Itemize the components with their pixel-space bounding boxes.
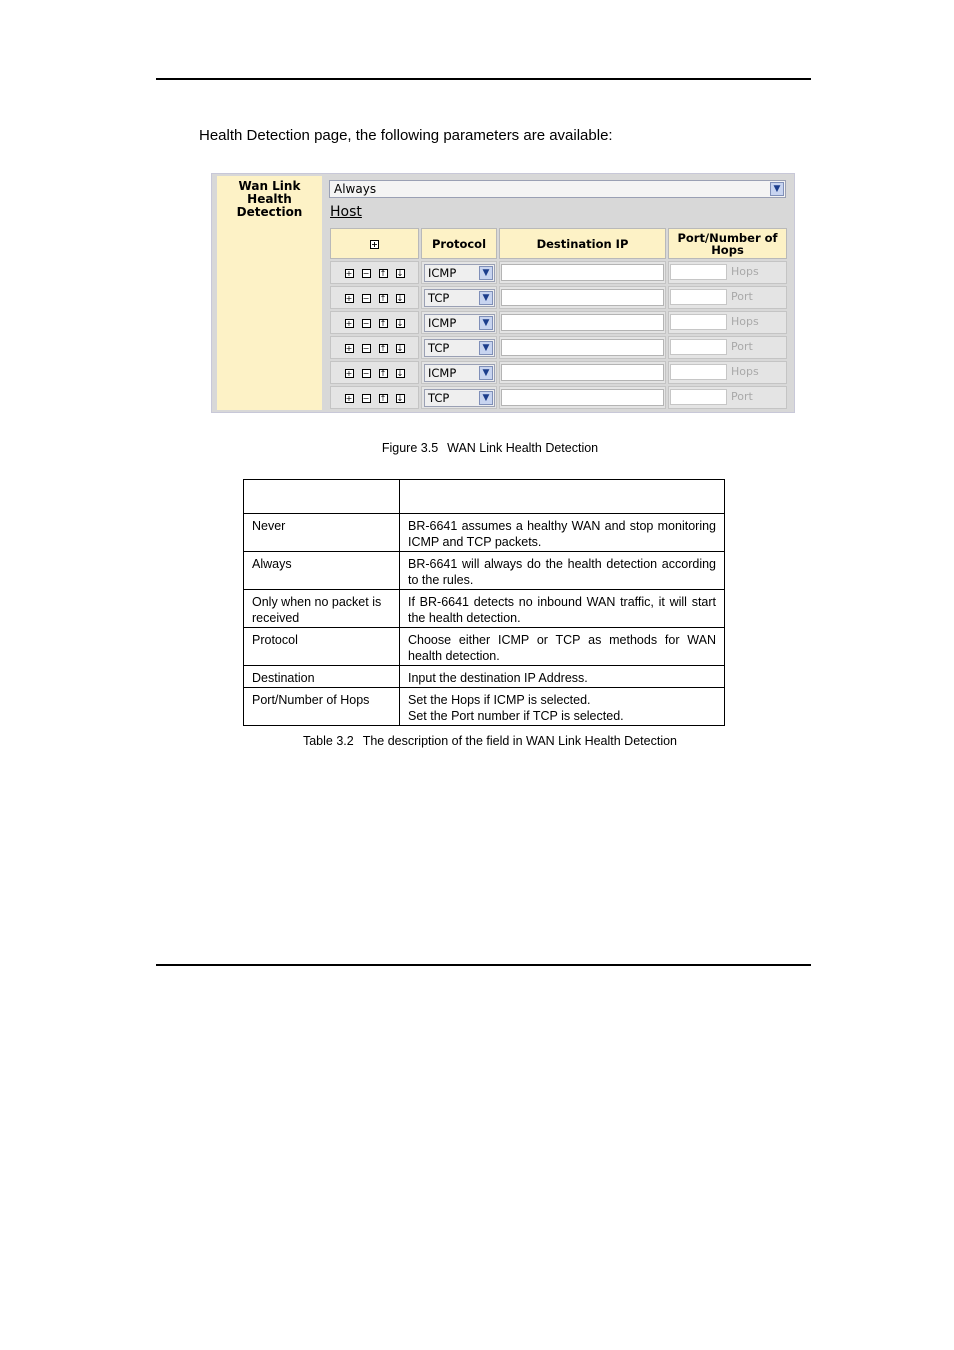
port-hops-hint: Hops bbox=[731, 365, 759, 378]
host-row bbox=[330, 261, 787, 284]
footer-rule bbox=[156, 964, 811, 966]
field-name: Port/Number of Hops bbox=[244, 688, 400, 726]
figure-caption bbox=[0, 441, 954, 455]
row-actions bbox=[330, 386, 419, 409]
port-cell bbox=[668, 261, 787, 284]
chevron-down-icon[interactable]: ▼ bbox=[479, 266, 493, 280]
move-down-icon[interactable]: ↓ bbox=[396, 269, 404, 278]
field-name: Protocol bbox=[244, 628, 400, 666]
port-hops-hint: Hops bbox=[731, 315, 759, 328]
protocol-value: ICMP bbox=[428, 365, 457, 380]
header-cell-description bbox=[400, 480, 725, 514]
move-down-icon[interactable]: ↓ bbox=[396, 394, 404, 403]
field-name: Never bbox=[244, 514, 400, 552]
protocol-select[interactable] bbox=[424, 364, 495, 382]
description-row bbox=[244, 666, 725, 688]
move-up-icon[interactable]: ↑ bbox=[379, 369, 387, 378]
destination-ip-input[interactable] bbox=[501, 389, 664, 406]
protocol-cell bbox=[421, 311, 497, 334]
add-row-header bbox=[330, 228, 419, 259]
description-text: BR-6641 will always do the health detection according to the rules. bbox=[408, 557, 716, 587]
host-row bbox=[330, 311, 787, 334]
move-down-icon[interactable]: ↓ bbox=[396, 344, 404, 353]
port-hops-hint: Port bbox=[731, 340, 753, 353]
port-hops-input[interactable] bbox=[670, 314, 727, 330]
host-label: Host bbox=[330, 204, 362, 220]
protocol-value: ICMP bbox=[428, 315, 457, 330]
description-row bbox=[244, 628, 725, 666]
figure-caption-number: Figure 3.5 bbox=[381, 441, 439, 455]
chevron-down-icon[interactable]: ▼ bbox=[479, 291, 493, 305]
destination-ip-header: Destination IP bbox=[499, 228, 666, 259]
detection-mode-value: Always bbox=[334, 182, 377, 196]
port-hops-input[interactable] bbox=[670, 264, 727, 280]
destination-cell bbox=[499, 286, 666, 309]
remove-icon[interactable]: − bbox=[362, 369, 370, 378]
remove-icon[interactable]: − bbox=[362, 294, 370, 303]
protocol-header: Protocol bbox=[421, 228, 497, 259]
add-icon[interactable]: + bbox=[345, 269, 353, 278]
add-icon[interactable]: + bbox=[345, 344, 353, 353]
host-row bbox=[330, 286, 787, 309]
move-down-icon[interactable]: ↓ bbox=[396, 369, 404, 378]
port-hops-input[interactable] bbox=[670, 364, 727, 380]
port-cell bbox=[668, 361, 787, 384]
move-up-icon[interactable]: ↑ bbox=[379, 319, 387, 328]
destination-cell bbox=[499, 336, 666, 359]
protocol-cell bbox=[421, 386, 497, 409]
field-description bbox=[400, 666, 725, 688]
chevron-down-icon[interactable]: ▼ bbox=[479, 316, 493, 330]
description-table-header bbox=[244, 480, 725, 514]
port-hops-hint: Hops bbox=[731, 265, 759, 278]
move-down-icon[interactable]: ↓ bbox=[396, 319, 404, 328]
port-cell bbox=[668, 386, 787, 409]
figure-right-panel bbox=[325, 176, 793, 410]
host-row bbox=[330, 386, 787, 409]
intro-text: Health Detection page, the following parameters are available: bbox=[199, 127, 613, 144]
destination-cell bbox=[499, 311, 666, 334]
host-row bbox=[330, 336, 787, 359]
move-up-icon[interactable]: ↑ bbox=[379, 394, 387, 403]
protocol-select[interactable] bbox=[424, 289, 495, 307]
port-hops-input[interactable] bbox=[670, 389, 727, 405]
field-name: Always bbox=[244, 552, 400, 590]
chevron-down-icon[interactable]: ▼ bbox=[479, 366, 493, 380]
description-text-line2: Set the Port number if TCP is selected. bbox=[408, 709, 624, 723]
field-name: Only when no packet is received bbox=[244, 590, 400, 628]
description-row bbox=[244, 552, 725, 590]
protocol-select[interactable] bbox=[424, 339, 495, 357]
row-actions bbox=[330, 286, 419, 309]
protocol-value: ICMP bbox=[428, 265, 457, 280]
port-cell bbox=[668, 286, 787, 309]
field-description bbox=[400, 688, 725, 726]
destination-ip-input[interactable] bbox=[501, 264, 664, 281]
protocol-cell bbox=[421, 261, 497, 284]
port-hops-hint: Port bbox=[731, 290, 753, 303]
wan-link-health-detection-label: Wan Link Health Detection bbox=[236, 179, 303, 219]
description-text: If BR-6641 detects no inbound WAN traffic, it will start the health detection. bbox=[408, 595, 716, 625]
table-caption-number: Table 3.2 bbox=[302, 734, 354, 748]
field-description bbox=[400, 514, 725, 552]
destination-ip-input[interactable] bbox=[501, 339, 664, 356]
port-cell bbox=[668, 336, 787, 359]
protocol-select[interactable] bbox=[424, 264, 495, 282]
port-hops-header: Port/Number of Hops bbox=[668, 228, 787, 259]
host-table bbox=[328, 226, 789, 411]
move-up-icon[interactable]: ↑ bbox=[379, 269, 387, 278]
add-icon[interactable]: + bbox=[371, 239, 378, 249]
port-hops-hint: Port bbox=[731, 390, 753, 403]
figure-screenshot bbox=[211, 173, 795, 413]
add-icon[interactable]: + bbox=[345, 369, 353, 378]
protocol-value: TCP bbox=[428, 340, 450, 355]
header-rule bbox=[156, 78, 811, 80]
move-down-icon[interactable]: ↓ bbox=[396, 294, 404, 303]
description-row bbox=[244, 688, 725, 726]
destination-cell bbox=[499, 261, 666, 284]
remove-icon[interactable]: − bbox=[362, 394, 370, 403]
table-caption bbox=[0, 734, 954, 748]
field-description bbox=[400, 628, 725, 666]
destination-ip-input[interactable] bbox=[501, 314, 664, 331]
header-cell-field bbox=[244, 480, 400, 514]
description-row bbox=[244, 514, 725, 552]
host-row bbox=[330, 361, 787, 384]
field-name: Destination bbox=[244, 666, 400, 688]
protocol-cell bbox=[421, 286, 497, 309]
protocol-value: TCP bbox=[428, 290, 450, 305]
row-actions bbox=[330, 361, 419, 384]
figure-left-panel bbox=[217, 176, 322, 410]
description-text: Input the destination IP Address. bbox=[408, 671, 588, 685]
remove-icon[interactable]: − bbox=[362, 269, 370, 278]
protocol-cell bbox=[421, 361, 497, 384]
row-actions bbox=[330, 336, 419, 359]
add-icon[interactable]: + bbox=[345, 319, 353, 328]
field-description bbox=[400, 590, 725, 628]
destination-ip-input[interactable] bbox=[501, 289, 664, 306]
protocol-value: TCP bbox=[428, 390, 450, 405]
chevron-down-icon[interactable]: ▼ bbox=[479, 341, 493, 355]
table-caption-text: The description of the field in WAN Link Health Detection bbox=[362, 734, 677, 748]
chevron-down-icon[interactable]: ▼ bbox=[770, 182, 784, 196]
port-hops-input[interactable] bbox=[670, 339, 727, 355]
add-icon[interactable]: + bbox=[345, 294, 353, 303]
description-text: Set the Hops if ICMP is selected. bbox=[408, 693, 591, 707]
chevron-down-icon[interactable]: ▼ bbox=[479, 391, 493, 405]
detection-mode-select[interactable] bbox=[329, 180, 786, 198]
remove-icon[interactable]: − bbox=[362, 344, 370, 353]
row-actions bbox=[330, 261, 419, 284]
destination-cell bbox=[499, 386, 666, 409]
field-description bbox=[400, 552, 725, 590]
description-row bbox=[244, 590, 725, 628]
host-table-header bbox=[330, 228, 787, 259]
destination-cell bbox=[499, 361, 666, 384]
row-actions bbox=[330, 311, 419, 334]
move-up-icon[interactable]: ↑ bbox=[379, 344, 387, 353]
figure-caption-text: WAN Link Health Detection bbox=[447, 441, 599, 455]
destination-ip-input[interactable] bbox=[501, 364, 664, 381]
protocol-select[interactable] bbox=[424, 389, 495, 407]
description-table bbox=[243, 479, 725, 726]
add-icon[interactable]: + bbox=[345, 394, 353, 403]
port-hops-input[interactable] bbox=[670, 289, 727, 305]
description-text: Choose either ICMP or TCP as methods for WAN health detection. bbox=[408, 633, 716, 663]
protocol-cell bbox=[421, 336, 497, 359]
remove-icon[interactable]: − bbox=[362, 319, 370, 328]
port-cell bbox=[668, 311, 787, 334]
move-up-icon[interactable]: ↑ bbox=[379, 294, 387, 303]
protocol-select[interactable] bbox=[424, 314, 495, 332]
description-text: BR-6641 assumes a healthy WAN and stop monitoring ICMP and TCP packets. bbox=[408, 519, 716, 549]
